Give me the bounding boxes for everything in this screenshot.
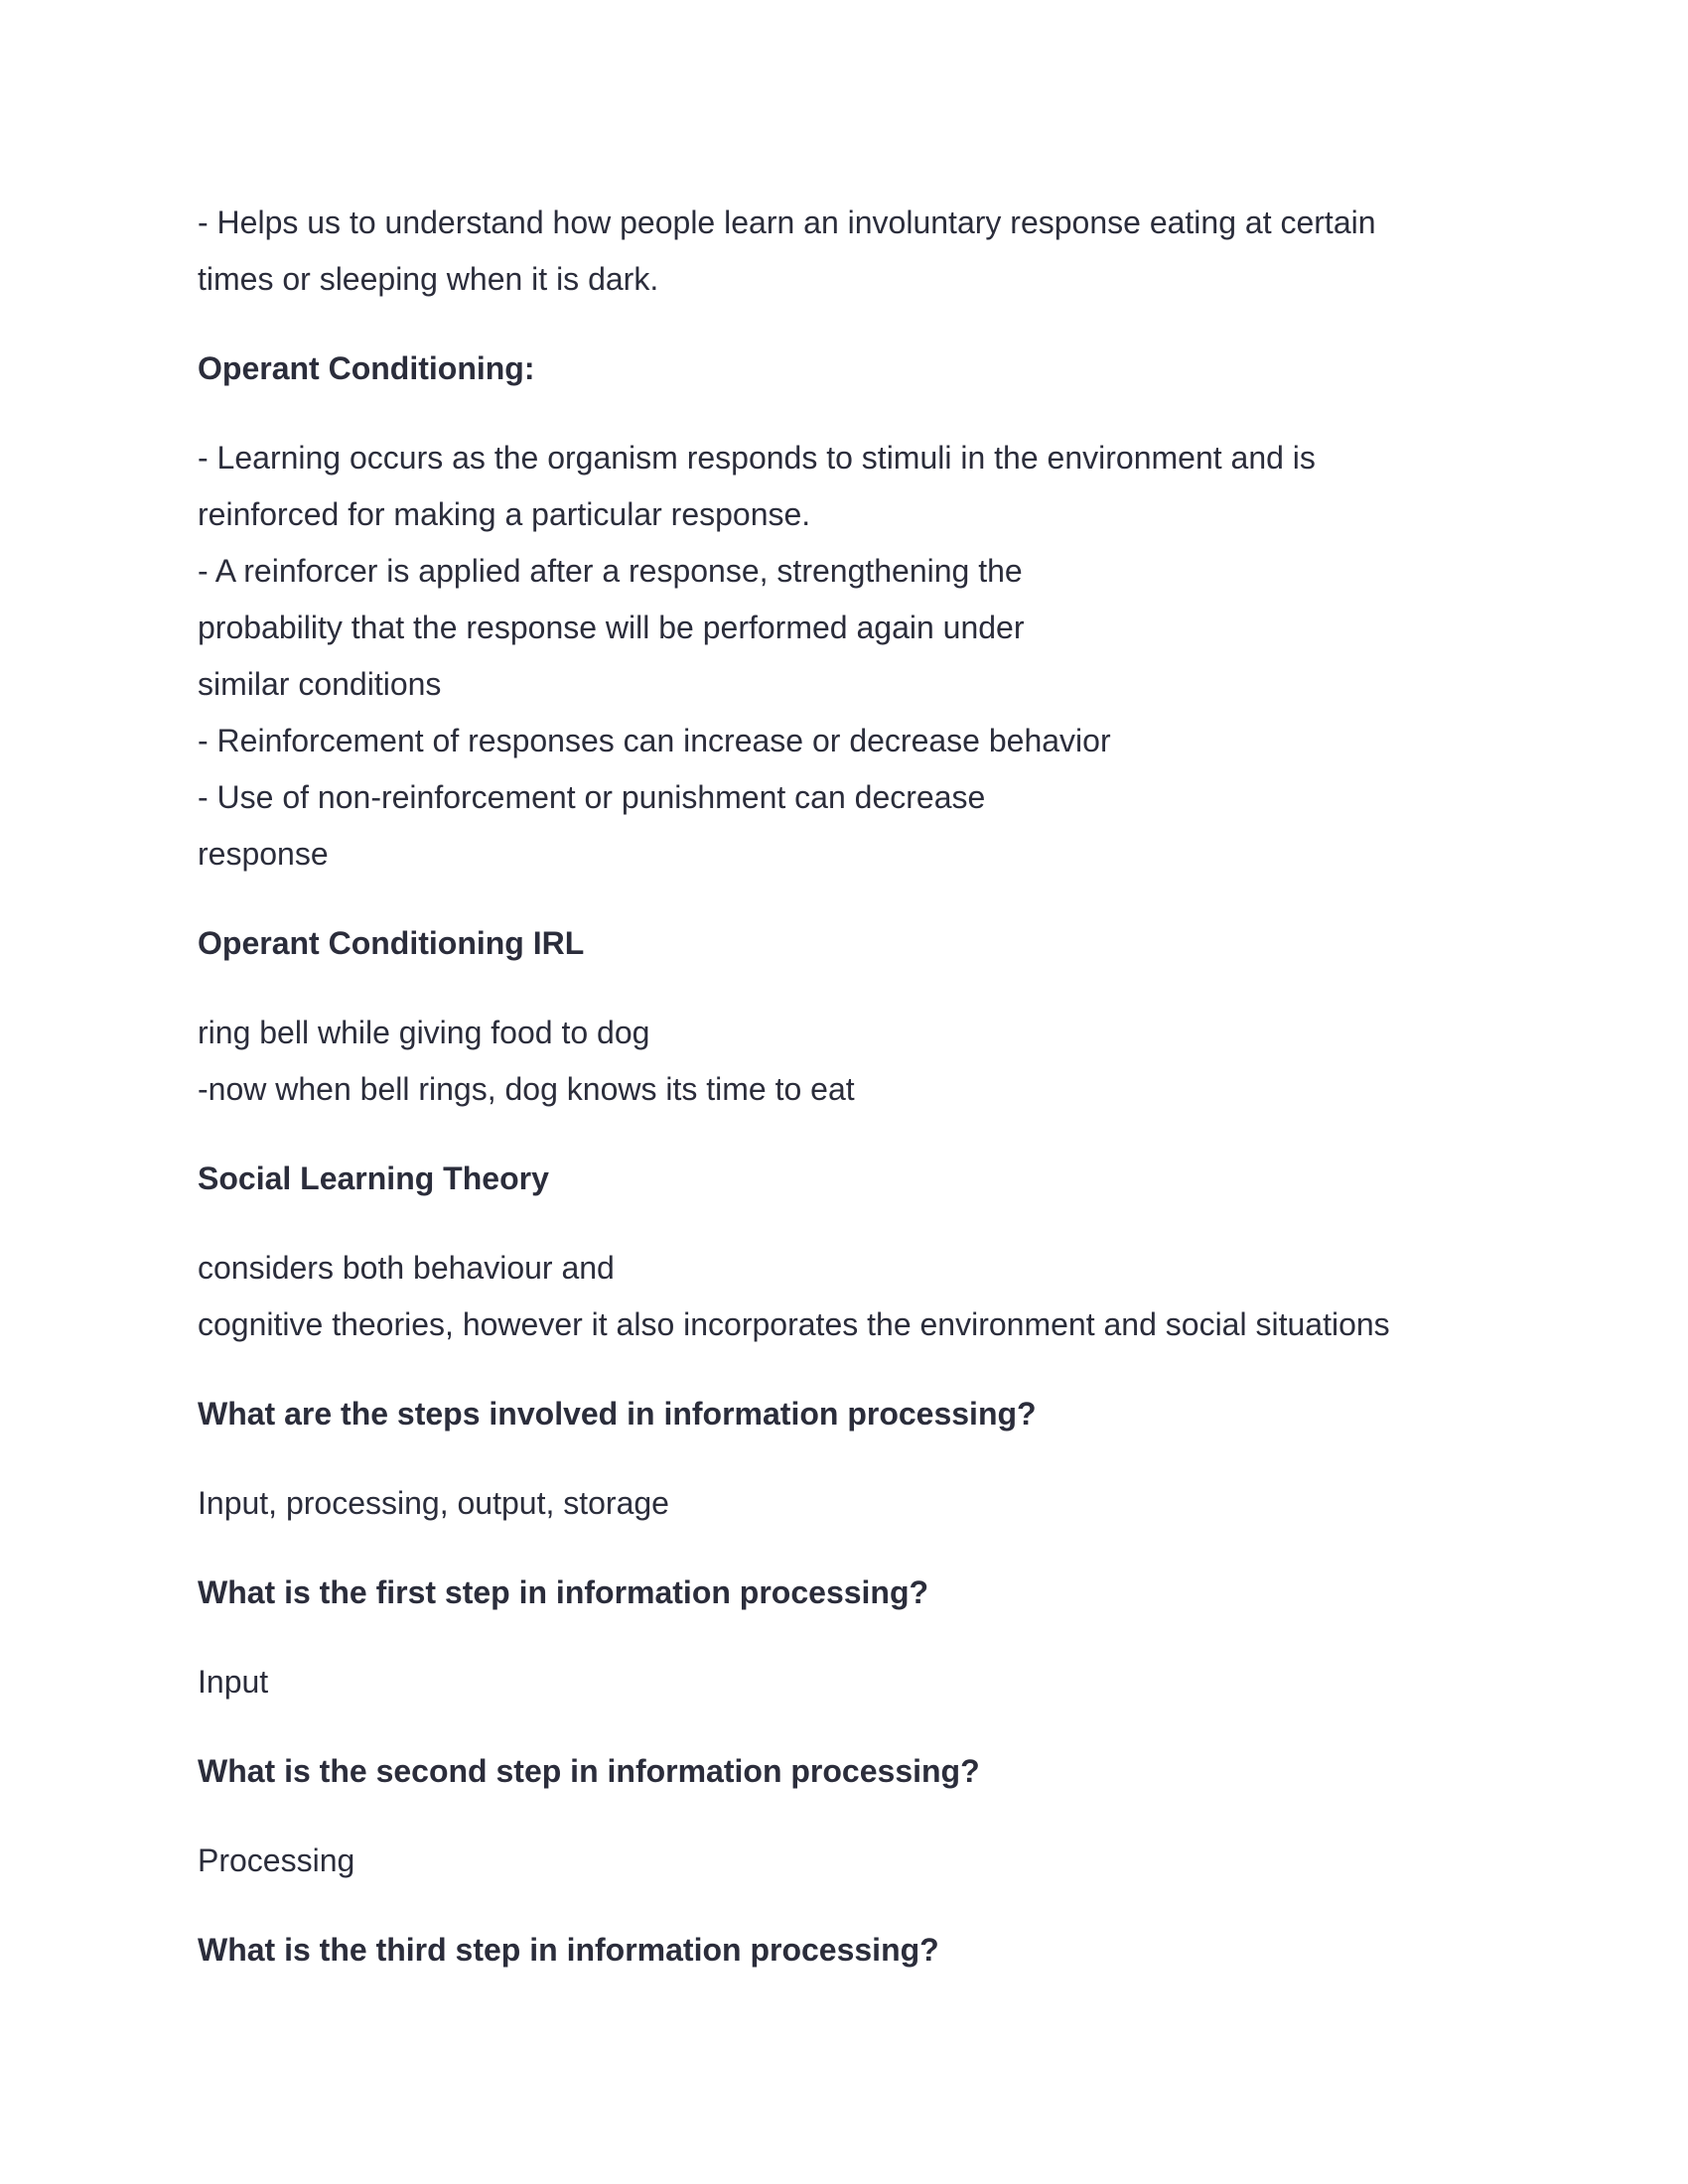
document-content <box>198 195 1528 1979</box>
text-line: Input <box>198 1664 269 1700</box>
paragraph-social-learning-theory <box>198 1240 1528 1353</box>
heading-second-step-question: What is the second step in information processing? <box>198 1753 980 1789</box>
paragraph-classical-conditioning-summary <box>198 195 1528 308</box>
text-line: Input, processing, output, storage <box>198 1485 669 1521</box>
paragraph-first-step-answer <box>198 1654 1528 1710</box>
heading-operant-conditioning-irl: Operant Conditioning IRL <box>198 925 585 961</box>
text-line: - Helps us to understand how people learn an involuntary response eating at certain <box>198 205 1376 240</box>
paragraph-second-step-answer <box>198 1833 1528 1889</box>
text-line: cognitive theories, however it also incorporates the environment and social situations <box>198 1306 1390 1342</box>
text-line: times or sleeping when it is dark. <box>198 261 659 297</box>
heading-third-step-question: What is the third step in information processing? <box>198 1932 939 1968</box>
text-line: reinforced for making a particular response. <box>198 496 811 532</box>
paragraph-operant-conditioning-irl <box>198 1005 1528 1118</box>
heading-operant-conditioning: Operant Conditioning: <box>198 350 535 386</box>
text-line: - Reinforcement of responses can increase or decrease behavior <box>198 723 1111 758</box>
text-line: - A reinforcer is applied after a response, strengthening the <box>198 553 1023 589</box>
heading-steps-question: What are the steps involved in information processing? <box>198 1396 1037 1432</box>
heading-social-learning-theory: Social Learning Theory <box>198 1160 549 1196</box>
text-line: Processing <box>198 1843 355 1878</box>
text-line: -now when bell rings, dog knows its time to eat <box>198 1071 855 1107</box>
paragraph-steps-answer <box>198 1475 1528 1532</box>
paragraph-operant-conditioning <box>198 430 1528 883</box>
text-line: probability that the response will be performed again under <box>198 610 1025 645</box>
text-line: response <box>198 836 329 872</box>
text-line: - Use of non-reinforcement or punishment can decrease <box>198 779 986 815</box>
text-line: similar conditions <box>198 666 442 702</box>
text-line: ring bell while giving food to dog <box>198 1015 650 1050</box>
text-line: considers both behaviour and <box>198 1250 615 1286</box>
heading-first-step-question: What is the first step in information processing? <box>198 1574 929 1610</box>
text-line: - Learning occurs as the organism responds to stimuli in the environment and is <box>198 440 1316 476</box>
